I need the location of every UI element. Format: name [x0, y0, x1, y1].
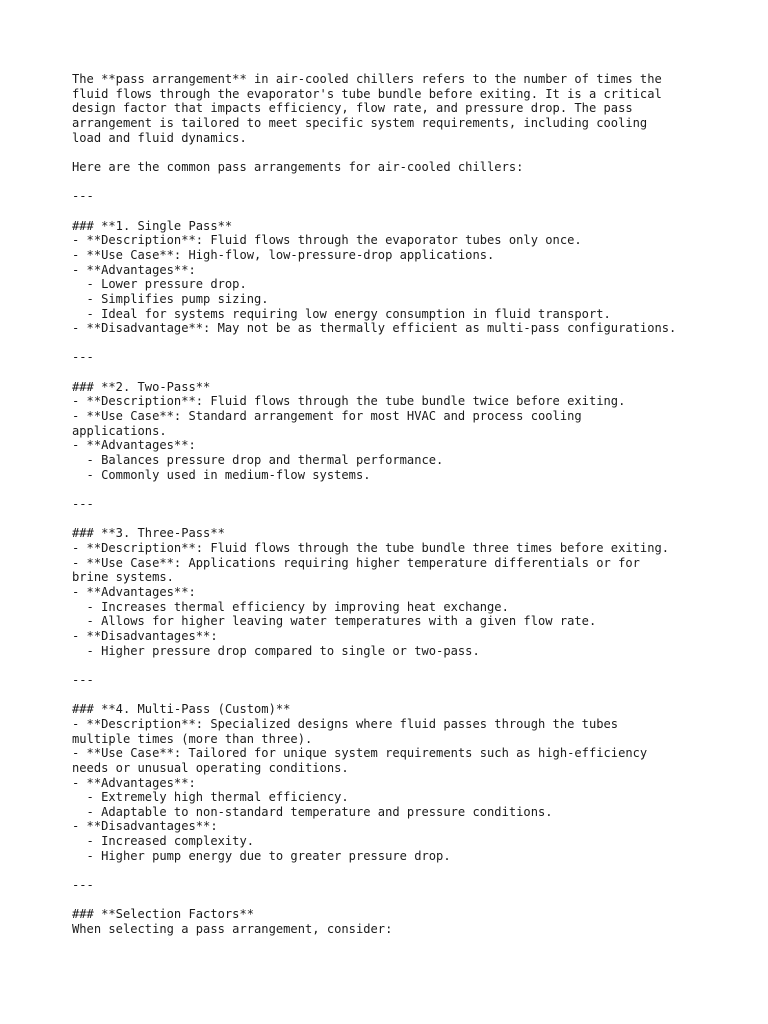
section-heading: ### **3. Three-Pass**	[72, 526, 225, 541]
bullet-item: - **Use Case**: Tailored for unique system requirements such as high-efficiency	[72, 746, 648, 761]
text-line: multiple times (more than three).	[72, 731, 313, 746]
horizontal-rule: ---	[72, 350, 94, 365]
bullet-item: - **Disadvantages**:	[72, 819, 218, 834]
text-line: design factor that impacts efficiency, flow rate, and pressure drop. The pass	[72, 101, 633, 116]
sub-bullet-item: - Allows for higher leaving water temperatures with a given flow rate.	[72, 614, 597, 629]
bullet-item: - **Advantages**:	[72, 438, 196, 453]
text-line: When selecting a pass arrangement, consider:	[72, 922, 393, 937]
bullet-item: - **Advantages**:	[72, 775, 196, 790]
section-heading: ### **1. Single Pass**	[72, 218, 233, 233]
sub-bullet-item: - Lower pressure drop.	[72, 277, 247, 292]
sub-bullet-item: - Extremely high thermal efficiency.	[72, 790, 349, 805]
sub-bullet-item: - Adaptable to non-standard temperature and pressure conditions.	[72, 804, 553, 819]
text-line: arrangement is tailored to meet specific system requirements, including cooling	[72, 115, 648, 130]
text-line: needs or unusual operating conditions.	[72, 760, 349, 775]
horizontal-rule: ---	[72, 497, 94, 512]
blank-line	[72, 145, 712, 160]
blank-line	[72, 365, 712, 380]
sub-bullet-item: - Simplifies pump sizing.	[72, 291, 269, 306]
bullet-item: - **Description**: Fluid flows through the evaporator tubes only once.	[72, 233, 582, 248]
blank-line	[72, 893, 712, 908]
text-line: fluid flows through the evaporator's tube bundle before exiting. It is a critical	[72, 86, 662, 101]
text-line: Here are the common pass arrangements for air-cooled chillers:	[72, 159, 524, 174]
blank-line	[72, 175, 712, 190]
bullet-item: - **Use Case**: Standard arrangement for most HVAC and process cooling	[72, 409, 582, 424]
sub-bullet-item: - Higher pressure drop compared to single or two-pass.	[72, 643, 480, 658]
blank-line	[72, 482, 712, 497]
horizontal-rule: ---	[72, 189, 94, 204]
sub-bullet-item: - Balances pressure drop and thermal performance.	[72, 453, 444, 468]
bullet-item: - **Advantages**:	[72, 584, 196, 599]
bullet-item: - **Description**: Fluid flows through the tube bundle twice before exiting.	[72, 394, 626, 409]
sub-bullet-item: - Increased complexity.	[72, 834, 255, 849]
bullet-item: - **Disadvantages**:	[72, 628, 218, 643]
blank-line	[72, 658, 712, 673]
bullet-item: - **Description**: Fluid flows through the tube bundle three times before exiting.	[72, 541, 670, 555]
blank-line	[72, 863, 712, 878]
horizontal-rule: ---	[72, 672, 94, 687]
bullet-item: - **Description**: Specialized designs where fluid passes through the tubes	[72, 716, 619, 731]
sub-bullet-item: - Increases thermal efficiency by improving heat exchange.	[72, 599, 509, 614]
sub-bullet-item: - Higher pump energy due to greater pressure drop.	[72, 848, 451, 863]
blank-line	[72, 204, 712, 219]
text-line: applications.	[72, 423, 167, 438]
document-body	[72, 72, 712, 937]
bullet-item: - **Advantages**:	[72, 262, 196, 277]
text-line: The **pass arrangement** in air-cooled chillers refers to the number of times the	[72, 72, 662, 86]
bullet-item: - **Use Case**: Applications requiring higher temperature differentials or for	[72, 555, 640, 570]
text-line: load and fluid dynamics.	[72, 130, 247, 145]
blank-line	[72, 336, 712, 351]
section-heading: ### **Selection Factors**	[72, 907, 255, 922]
sub-bullet-item: - Commonly used in medium-flow systems.	[72, 467, 371, 482]
sub-bullet-item: - Ideal for systems requiring low energy consumption in fluid transport.	[72, 306, 611, 321]
bullet-item: - **Use Case**: High-flow, low-pressure-drop applications.	[72, 247, 495, 262]
horizontal-rule: ---	[72, 878, 94, 893]
bullet-item: - **Disadvantage**: May not be as thermally efficient as multi-pass configurations.	[72, 321, 677, 336]
section-heading: ### **2. Two-Pass**	[72, 379, 211, 394]
text-line: brine systems.	[72, 570, 174, 585]
blank-line	[72, 512, 712, 527]
blank-line	[72, 688, 712, 703]
section-heading: ### **4. Multi-Pass (Custom)**	[72, 702, 291, 717]
